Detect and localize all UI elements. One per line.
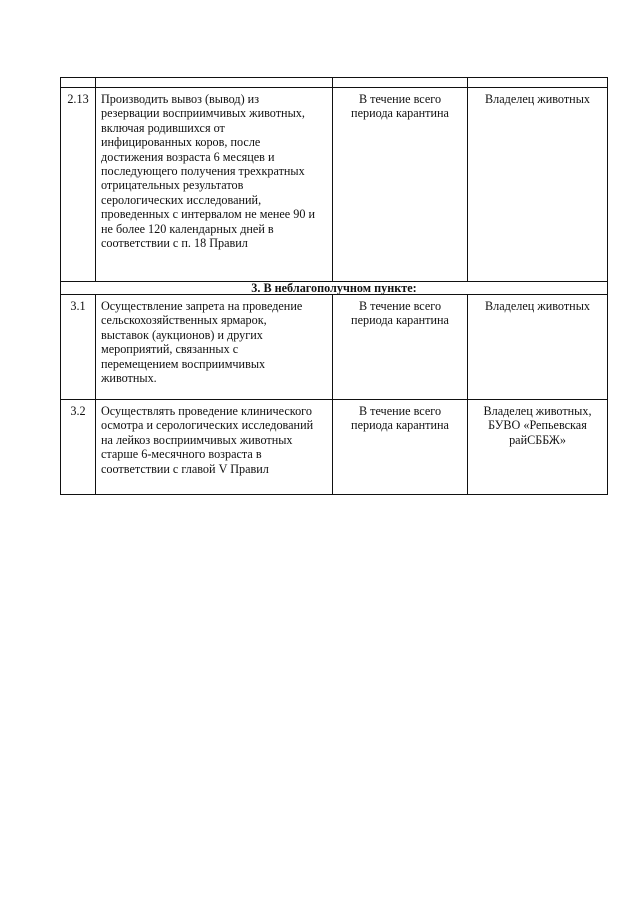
- action-line: проведенных с интервалом не менее 90 и: [101, 207, 316, 222]
- responsible-line: Владелец животных: [485, 92, 590, 106]
- action-line: мероприятий, связанных с: [101, 342, 239, 357]
- responsible-line: Владелец животных,: [483, 404, 592, 418]
- action-line: не более 120 календарных дней в: [101, 221, 274, 236]
- action-line: серологических исследований,: [101, 192, 262, 207]
- row-term: [333, 88, 468, 282]
- term-line: В течение всего: [358, 92, 442, 106]
- action-line: отрицательных результатов: [101, 178, 244, 193]
- row-term: [333, 400, 468, 495]
- table-row: [61, 400, 608, 495]
- section-heading-row: [61, 282, 608, 295]
- quarantine-measures-table: [60, 77, 608, 495]
- action-line: достижения возраста 6 месяцев и: [101, 149, 275, 164]
- row-number: 3.1: [61, 295, 96, 400]
- term-line: периода карантина: [351, 418, 449, 433]
- row-responsible: [468, 295, 608, 400]
- action-line: инфицированных коров, после: [101, 135, 261, 150]
- section-heading: 3. В неблагополучном пункте:: [61, 282, 608, 295]
- action-line: последующего получения трехкратных: [101, 164, 305, 179]
- row-term: [333, 295, 468, 400]
- action-line: соответствии с главой V Правил: [101, 461, 269, 476]
- responsible-line: райСББЖ»: [509, 432, 566, 447]
- row-action: [96, 295, 333, 400]
- action-line: Осуществлять проведение клинического: [101, 404, 312, 418]
- responsible-line: Владелец животных: [485, 299, 590, 313]
- row-number: 2.13: [61, 88, 96, 282]
- action-line: животных.: [101, 371, 157, 386]
- action-line: Производить вывоз (вывод) из: [101, 92, 260, 106]
- row-responsible: [468, 400, 608, 495]
- action-line: осмотра и серологических исследований: [101, 418, 314, 433]
- term-line: В течение всего: [358, 299, 442, 313]
- action-line: на лейкоз восприимчивых животных: [101, 432, 293, 447]
- row-responsible: [468, 88, 608, 282]
- term-line: периода карантина: [351, 106, 449, 121]
- table-row: [61, 295, 608, 400]
- action-line: старше 6-месячного возраста в: [101, 447, 262, 462]
- action-line: сельскохозяйственных ярмарок,: [101, 313, 267, 328]
- action-line: перемещением восприимчивых: [101, 356, 266, 371]
- action-line: резервации восприимчивых животных,: [101, 106, 305, 121]
- term-line: периода карантина: [351, 313, 449, 328]
- row-action: [96, 400, 333, 495]
- term-line: В течение всего: [358, 404, 442, 418]
- row-number: 3.2: [61, 400, 96, 495]
- row-action: [96, 88, 333, 282]
- table-row-header-remnant: [61, 78, 608, 88]
- action-line: включая родившихся от: [101, 120, 225, 135]
- action-line: выставок (аукционов) и других: [101, 327, 263, 342]
- responsible-line: БУВО «Репьевская: [488, 418, 587, 433]
- action-line: Осуществление запрета на проведение: [101, 299, 303, 313]
- table-row: [61, 88, 608, 282]
- action-line: соответствии с п. 18 Правил: [101, 236, 248, 251]
